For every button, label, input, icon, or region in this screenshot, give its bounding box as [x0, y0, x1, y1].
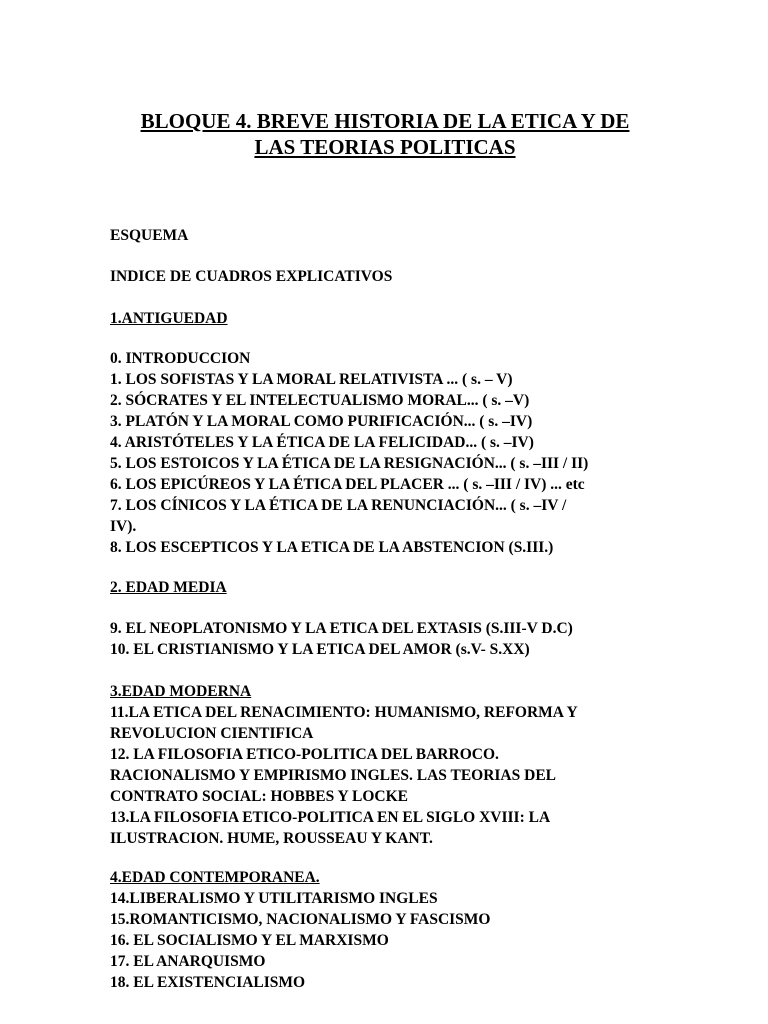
section-heading: 1.ANTIGUEDAD [110, 310, 228, 327]
section-antiguedad-list [110, 348, 680, 558]
list-item: 15.ROMANTICISMO, NACIONALISMO Y FASCISMO [110, 911, 491, 928]
list-item: 9. EL NEOPLATONISMO Y LA ETICA DEL EXTASIS (S.III-V D.C) [110, 620, 573, 637]
section-heading: 2. EDAD MEDIA [110, 579, 227, 596]
list-item: 12. LA FILOSOFIA ETICO-POLITICA DEL BARROCO. [110, 746, 499, 763]
list-item: 13.LA FILOSOFIA ETICO-POLITICA EN EL SIGLO XVIII: LA [110, 809, 551, 826]
document-title [80, 108, 690, 160]
list-item: 6. LOS EPICÚREOS Y LA ÉTICA DEL PLACER ... ( s. –III / IV) ... etc [110, 476, 585, 493]
list-item: 8. LOS ESCEPTICOS Y LA ETICA DE LA ABSTENCION (S.III.) [110, 539, 554, 556]
list-item: 18. EL EXISTENCIALISMO [110, 974, 306, 991]
list-item: 10. EL CRISTIANISMO Y LA ETICA DEL AMOR (s.V- S.XX) [110, 641, 530, 658]
section-heading: 4.EDAD CONTEMPORANEA. [110, 869, 320, 886]
list-item: IV). [110, 518, 137, 535]
list-item: 3. PLATÓN Y LA MORAL COMO PURIFICACIÓN... ( s. –IV) [110, 413, 533, 430]
title-line-2: LAS TEORIAS POLITICAS [254, 135, 516, 159]
esquema-label: ESQUEMA [110, 227, 189, 244]
list-item: 7. LOS CÍNICOS Y LA ÉTICA DE LA RENUNCIACIÓN... ( s. –IV / [110, 497, 567, 514]
list-item: 17. EL ANARQUISMO [110, 953, 266, 970]
list-item: 14.LIBERALISMO Y UTILITARISMO INGLES [110, 890, 438, 907]
list-item: 16. EL SOCIALISMO Y EL MARXISMO [110, 932, 389, 949]
section-edad-moderna [110, 681, 680, 849]
section-edad-contemporanea [110, 867, 680, 993]
list-item: ILUSTRACION. HUME, ROUSSEAU Y KANT. [110, 830, 433, 847]
list-item: 0. INTRODUCCION [110, 350, 251, 367]
list-item: REVOLUCION CIENTIFICA [110, 725, 314, 742]
list-item: 4. ARISTÓTELES Y LA ÉTICA DE LA FELICIDAD... ( s. –IV) [110, 434, 534, 451]
section-edad-media-list [110, 618, 680, 660]
list-item: 1. LOS SOFISTAS Y LA MORAL RELATIVISTA ... ( s. – V) [110, 371, 513, 388]
list-item: CONTRATO SOCIAL: HOBBES Y LOCKE [110, 788, 409, 805]
list-item: 11.LA ETICA DEL RENACIMIENTO: HUMANISMO, REFORMA Y [110, 704, 578, 721]
list-item: 2. SÓCRATES Y EL INTELECTUALISMO MORAL... ( s. –V) [110, 392, 530, 409]
section-edad-media [110, 577, 680, 598]
list-item: 5. LOS ESTOICOS Y LA ÉTICA DE LA RESIGNACIÓN... ( s. –III / II) [110, 455, 589, 472]
section-heading: 3.EDAD MODERNA [110, 683, 252, 700]
list-item: RACIONALISMO Y EMPIRISMO INGLES. LAS TEORIAS DEL [110, 767, 556, 784]
title-line-1: BLOQUE 4. BREVE HISTORIA DE LA ETICA Y DE [140, 109, 630, 133]
section-antiguedad [110, 308, 680, 329]
indice-label: INDICE DE CUADROS EXPLICATIVOS [110, 268, 393, 285]
